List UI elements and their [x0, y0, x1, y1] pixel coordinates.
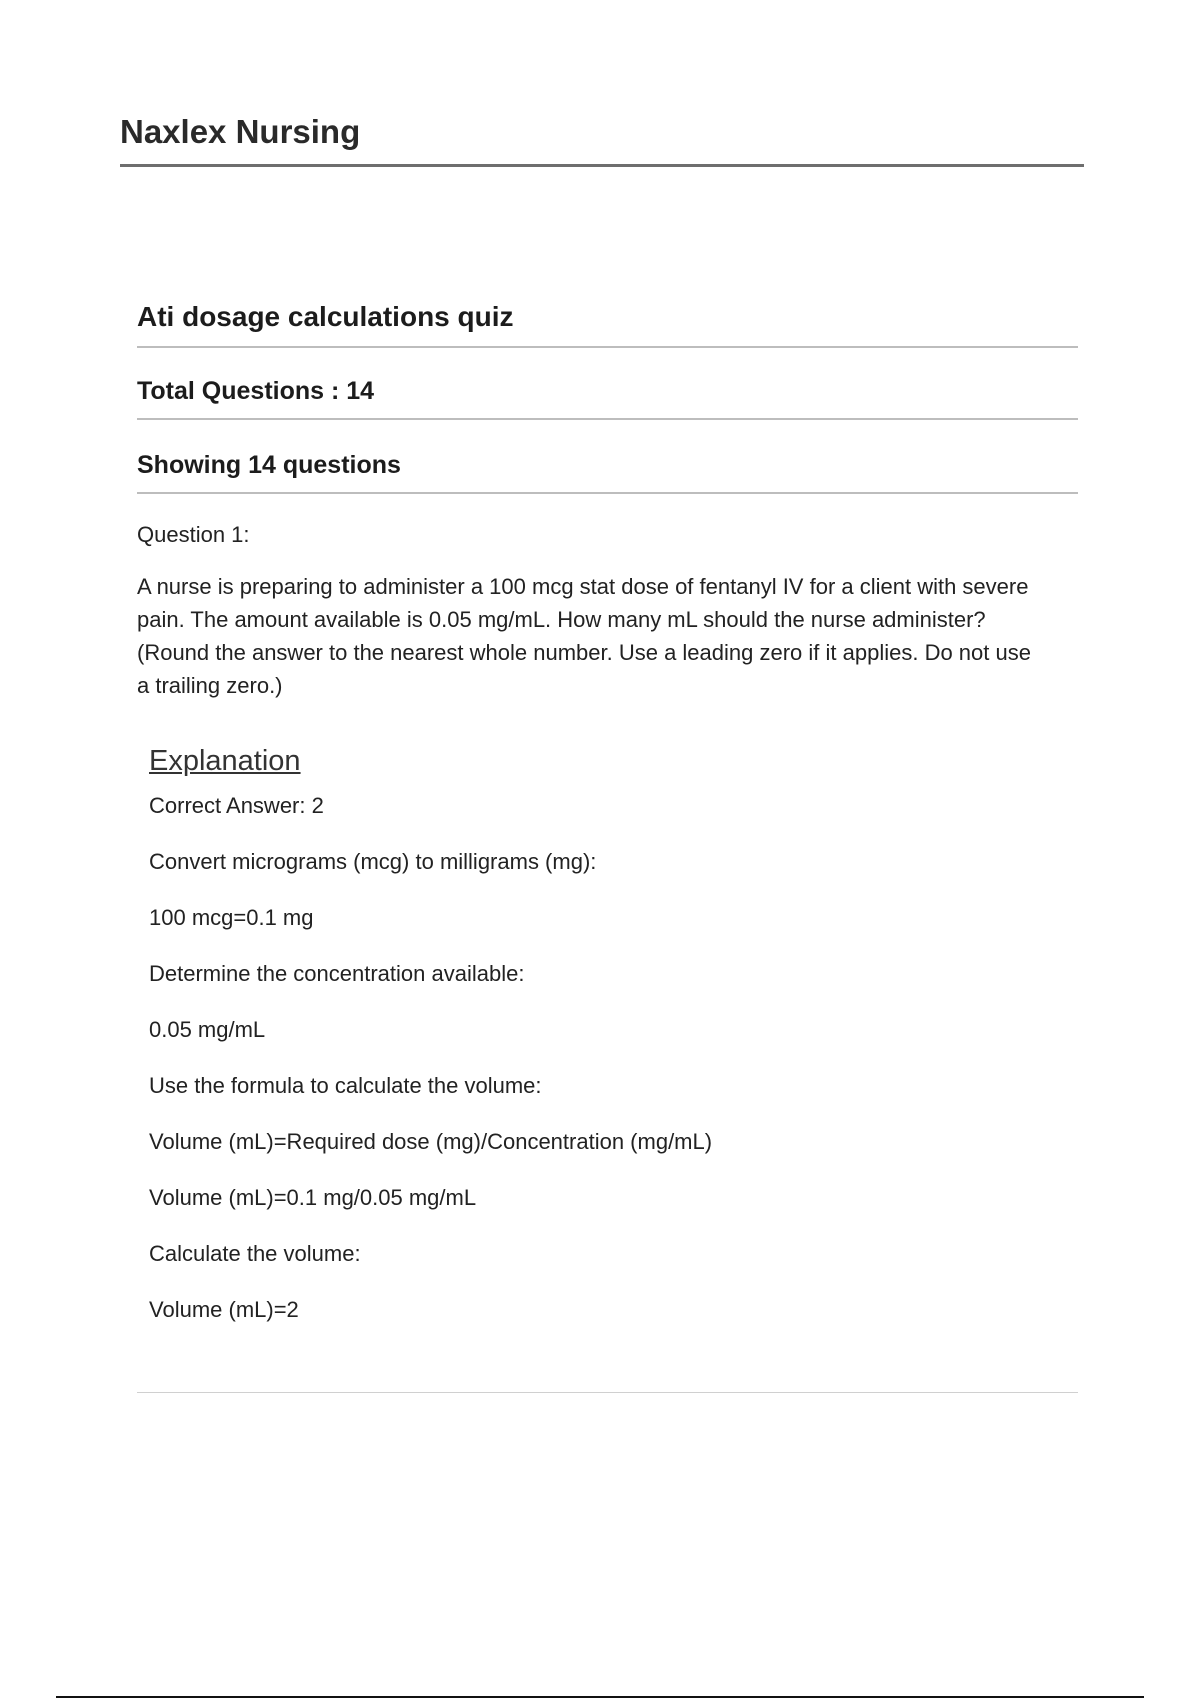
explanation-step: Calculate the volume:	[149, 1240, 361, 1266]
explanation-step: 100 mcg=0.1 mg	[149, 904, 314, 930]
total-questions: Total Questions : 14	[137, 376, 1078, 420]
explanation-title: Explanation	[149, 744, 301, 777]
explanation-step: Volume (mL)=0.1 mg/0.05 mg/mL	[149, 1184, 477, 1210]
quiz-title: Ati dosage calculations quiz	[137, 300, 1078, 348]
explanation-step: Determine the concentration available:	[149, 960, 525, 986]
site-title: Naxlex Nursing	[120, 113, 361, 150]
explanation-section	[149, 744, 1078, 1323]
quiz-content	[137, 300, 1078, 1353]
question-divider	[137, 1392, 1078, 1393]
question-text: A nurse is preparing to administer a 100 mcg stat dose of fentanyl IV for a client with severe pain. The amount available is 0.05 mg/mL. How many mL should the nurse administer? (Round the answer to the nearest whole number. Use a leading zero if it applies. Do not use a trailing zero.)	[137, 573, 1031, 698]
site-header	[120, 112, 1084, 167]
explanation-step: Use the formula to calculate the volume:	[149, 1072, 542, 1098]
explanation-step: Convert micrograms (mcg) to milligrams (mg):	[149, 848, 597, 874]
page-bottom-rule	[56, 1696, 1144, 1698]
explanation-step: 0.05 mg/mL	[149, 1016, 266, 1042]
explanation-formula: Volume (mL)=Required dose (mg)/Concentration (mg/mL)	[149, 1128, 713, 1154]
showing-count: Showing 14 questions	[137, 450, 1078, 494]
question-label: Question 1:	[137, 521, 250, 547]
explanation-result: Volume (mL)=2	[149, 1296, 299, 1322]
correct-answer: Correct Answer: 2	[149, 792, 324, 818]
